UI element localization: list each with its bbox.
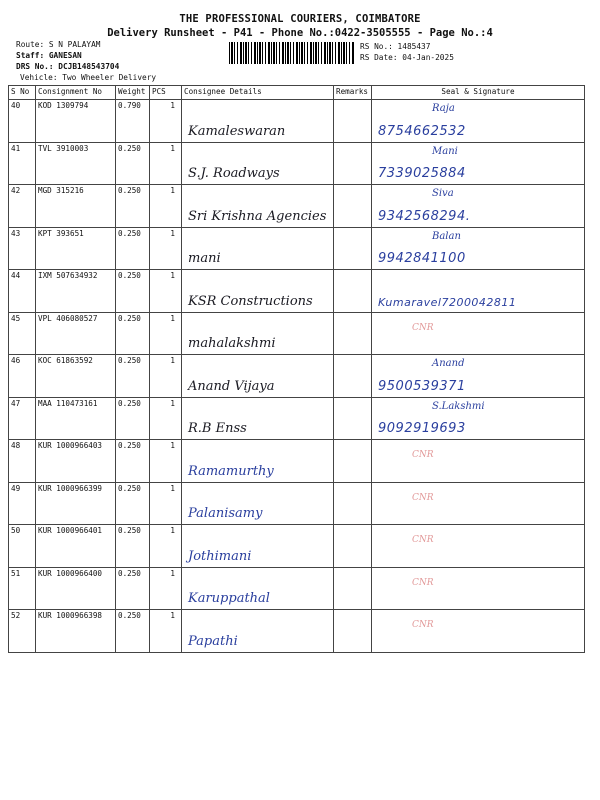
cell-seal-signature: [372, 270, 585, 313]
table-row: [9, 482, 585, 525]
cnr-stamp-mark: CNR: [412, 620, 434, 630]
cell-weight: 0.250: [116, 185, 150, 228]
cell-seal-signature: [372, 100, 585, 143]
cell-seal-signature: [372, 440, 585, 483]
col-consignee: Consignee Details: [182, 86, 334, 100]
table-row: [9, 312, 585, 355]
cell-pcs: 1: [150, 482, 182, 525]
cell-sno: 50: [9, 525, 36, 568]
col-sno: S No: [9, 86, 36, 100]
cell-pcs: 1: [150, 312, 182, 355]
consignee-handwritten-name: Sri Krishna Agencies: [188, 208, 327, 224]
drs-label: DRS No.: DCJB148543704: [16, 62, 120, 71]
cell-weight: 0.790: [116, 100, 150, 143]
handwritten-phone-number: 9942841100: [378, 251, 466, 266]
cell-pcs: 1: [150, 525, 182, 568]
cell-pcs: 1: [150, 567, 182, 610]
table-row: [9, 397, 585, 440]
staff-label: Staff: GANESAN: [16, 51, 82, 60]
signature-scribble: Siva: [432, 188, 454, 199]
cell-sno: 44: [9, 270, 36, 313]
cell-weight: 0.250: [116, 440, 150, 483]
runsheet-subtitle: Delivery Runsheet - P41 - Phone No.:0422-3505555 - Page No.:4: [107, 27, 493, 39]
cnr-stamp-mark: CNR: [412, 577, 434, 588]
cell-weight: 0.250: [116, 567, 150, 610]
runsheet-table: [8, 85, 585, 653]
table-row: [9, 142, 585, 185]
cell-sno: 41: [9, 142, 36, 185]
cell-seal-signature: [372, 567, 585, 610]
cell-pcs: 1: [150, 142, 182, 185]
cell-pcs: 1: [150, 227, 182, 270]
signature-scribble: Raja: [432, 103, 455, 114]
cell-pcs: 1: [150, 610, 182, 653]
cell-consignee: [182, 440, 334, 483]
cell-seal-signature: [372, 227, 585, 270]
cell-pcs: 1: [150, 100, 182, 143]
cell-weight: 0.250: [116, 397, 150, 440]
cell-consignment-no: VPL 406080527: [36, 312, 116, 355]
cell-remarks: [334, 270, 372, 313]
cell-weight: 0.250: [116, 270, 150, 313]
cell-weight: 0.250: [116, 482, 150, 525]
cell-sno: 45: [9, 312, 36, 355]
cell-consignee: [182, 312, 334, 355]
table-row: [9, 610, 585, 653]
cell-sno: 51: [9, 567, 36, 610]
cell-sno: 52: [9, 610, 36, 653]
table-row: [9, 525, 585, 568]
consignee-handwritten-name: Kamaleswaran: [188, 123, 286, 139]
consignee-handwritten-name: mahalakshmi: [188, 336, 276, 351]
company-title: THE PROFESSIONAL COURIERS, COIMBATORE: [179, 13, 421, 25]
consignee-handwritten-name: Jothimani: [188, 548, 252, 564]
cell-pcs: 1: [150, 185, 182, 228]
cell-consignment-no: KUR 1000966399: [36, 482, 116, 525]
cell-remarks: [334, 610, 372, 653]
handwritten-phone-number: Kumaravel7200042811: [378, 295, 517, 309]
cell-consignee: [182, 525, 334, 568]
cell-sno: 49: [9, 482, 36, 525]
consignee-handwritten-name: R.B Enss: [188, 421, 247, 436]
cell-consignment-no: KOC 61863592: [36, 355, 116, 398]
cell-consignment-no: KPT 393651: [36, 227, 116, 270]
cell-seal-signature: [372, 312, 585, 355]
cell-consignee: [182, 270, 334, 313]
vehicle-label: Vehicle: Two Wheeler Delivery: [20, 73, 157, 82]
cell-seal-signature: [372, 482, 585, 525]
handwritten-phone-number: 7339025884: [378, 166, 466, 181]
table-row: [9, 185, 585, 228]
cell-consignment-no: MAA 110473161: [36, 397, 116, 440]
cell-pcs: 1: [150, 397, 182, 440]
cell-consignee: [182, 397, 334, 440]
cell-weight: 0.250: [116, 227, 150, 270]
signature-scribble: S.Lakshmi: [432, 400, 485, 412]
cell-weight: 0.250: [116, 525, 150, 568]
cell-consignment-no: TVL 3910003: [36, 142, 116, 185]
table-row: [9, 355, 585, 398]
col-weight: Weight: [116, 86, 150, 100]
cell-remarks: [334, 482, 372, 525]
cell-consignment-no: KUR 1000966403: [36, 440, 116, 483]
cell-remarks: [334, 525, 372, 568]
handwritten-phone-number: 8754662532: [378, 123, 466, 139]
consignee-handwritten-name: Papathi: [188, 633, 238, 649]
cell-remarks: [334, 567, 372, 610]
cell-consignee: [182, 227, 334, 270]
cell-consignee: [182, 100, 334, 143]
handwritten-phone-number: 9092919693: [378, 421, 466, 436]
signature-scribble: Balan: [432, 230, 461, 242]
cell-remarks: [334, 440, 372, 483]
cell-remarks: [334, 355, 372, 398]
cell-consignment-no: KUR 1000966398: [36, 610, 116, 653]
cell-consignee: [182, 355, 334, 398]
cell-sno: 47: [9, 397, 36, 440]
signature-scribble: Mani: [432, 145, 458, 157]
table-row: [9, 227, 585, 270]
cell-seal-signature: [372, 355, 585, 398]
cell-consignment-no: IXM 507634932: [36, 270, 116, 313]
cell-weight: 0.250: [116, 610, 150, 653]
table-row: [9, 440, 585, 483]
cell-sno: 46: [9, 355, 36, 398]
cell-consignment-no: MGD 315216: [36, 185, 116, 228]
signature-scribble: Anand: [432, 358, 465, 369]
consignee-handwritten-name: mani: [188, 251, 221, 266]
cell-remarks: [334, 227, 372, 270]
cell-weight: 0.250: [116, 355, 150, 398]
cell-sno: 42: [9, 185, 36, 228]
cell-weight: 0.250: [116, 142, 150, 185]
handwritten-phone-number: 9342568294.: [378, 208, 471, 224]
table-header-row: [9, 86, 585, 100]
col-pcs: PCS: [150, 86, 182, 100]
table-row: [9, 270, 585, 313]
consignee-handwritten-name: Ramamurthy: [188, 463, 274, 479]
cell-remarks: [334, 100, 372, 143]
cell-consignment-no: KUR 1000966400: [36, 567, 116, 610]
cell-seal-signature: [372, 610, 585, 653]
cnr-stamp-mark: CNR: [412, 450, 434, 460]
rs-date: RS Date: 04-Jan-2025: [360, 53, 454, 62]
cell-remarks: [334, 397, 372, 440]
cell-sno: 40: [9, 100, 36, 143]
col-remarks: Remarks: [334, 86, 372, 100]
route-label: Route: S N PALAYAM: [16, 40, 101, 49]
cell-sno: 43: [9, 227, 36, 270]
cell-remarks: [334, 185, 372, 228]
cell-seal-signature: [372, 397, 585, 440]
cell-seal-signature: [372, 142, 585, 185]
cell-consignee: [182, 482, 334, 525]
table-body: [9, 100, 585, 653]
cell-sno: 48: [9, 440, 36, 483]
cell-consignee: [182, 185, 334, 228]
cell-seal-signature: [372, 525, 585, 568]
cell-pcs: 1: [150, 440, 182, 483]
consignee-handwritten-name: S.J. Roadways: [188, 166, 280, 181]
consignee-handwritten-name: KSR Constructions: [188, 293, 313, 309]
cell-weight: 0.250: [116, 312, 150, 355]
cell-consignee: [182, 610, 334, 653]
col-seal: Seal & Signature: [372, 86, 585, 100]
rs-number: RS No.: 1485437: [360, 42, 431, 51]
cell-consignment-no: KOD 1309794: [36, 100, 116, 143]
table-row: [9, 100, 585, 143]
cell-consignee: [182, 142, 334, 185]
cell-consignee: [182, 567, 334, 610]
cell-remarks: [334, 312, 372, 355]
barcode-image: [229, 42, 355, 64]
consignee-handwritten-name: Karuppathal: [188, 591, 270, 606]
table-row: [9, 567, 585, 610]
cnr-stamp-mark: CNR: [412, 492, 434, 503]
cell-pcs: 1: [150, 355, 182, 398]
cnr-stamp-mark: CNR: [412, 322, 434, 333]
consignee-handwritten-name: Anand Vijaya: [188, 378, 275, 394]
col-consignment: Consignment No: [36, 86, 116, 100]
handwritten-phone-number: 9500539371: [378, 378, 466, 394]
consignee-handwritten-name: Palanisamy: [188, 506, 263, 521]
cnr-stamp-mark: CNR: [412, 535, 434, 545]
cell-consignment-no: KUR 1000966401: [36, 525, 116, 568]
cell-remarks: [334, 142, 372, 185]
cell-seal-signature: [372, 185, 585, 228]
cell-pcs: 1: [150, 270, 182, 313]
